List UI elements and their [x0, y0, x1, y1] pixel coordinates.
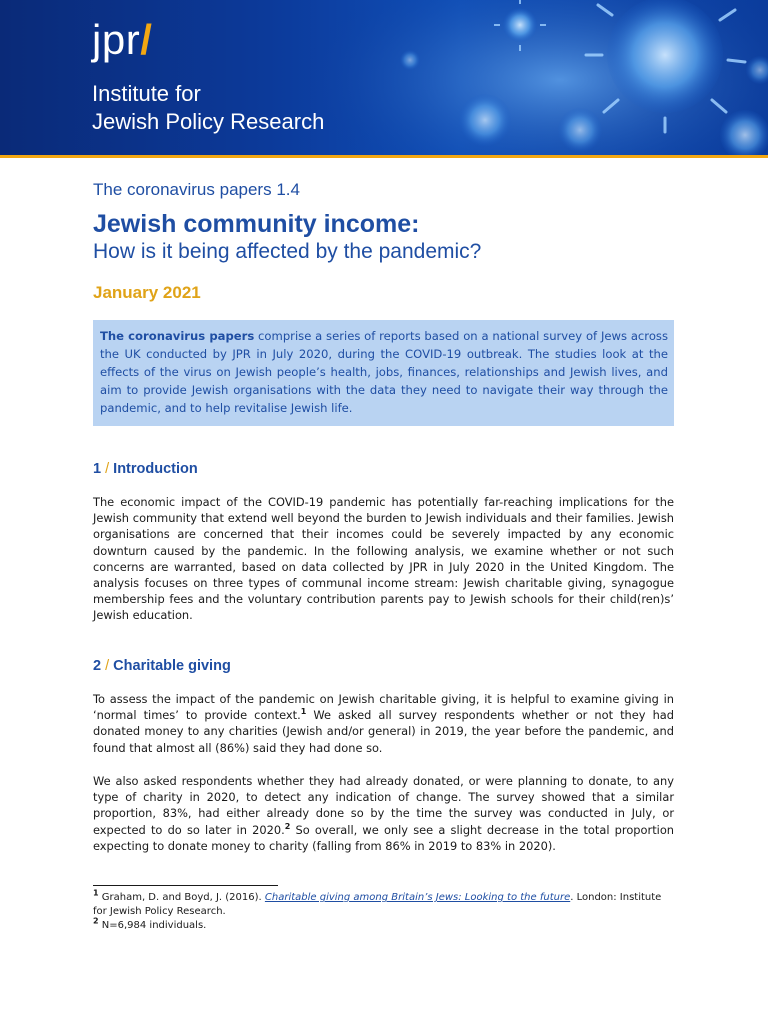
- footnote-ref-1[interactable]: 1: [300, 707, 307, 717]
- footnote-ref-2[interactable]: 2: [284, 821, 291, 831]
- institute-line-1: Institute for: [92, 81, 201, 106]
- footnote-1-link[interactable]: Charitable giving among Britain’s Jews: Looking to the future: [264, 892, 571, 903]
- header-banner: [0, 0, 768, 155]
- introduction-paragraph: The economic impact of the COVID-19 pandemic has potentially far-reaching implications for the Jewish community that extend well beyond the burden to Jewish individuals and their families. Jewish organisations are concerned that their incomes could be severely impacted by any economic downturn caused by the pandemic. In the following analysis, we examine whether or not such concerns are warranted, based on data collected by JPR in July 2020 in the United Kingdom. The analysis focuses on three types of communal income stream: Jewish charitable giving, synagogue membership fees and the voluntary contribution parents pay to Jewish schools for their child(ren)s’ Jewish education.: [93, 495, 674, 623]
- page-title: Jewish community income:: [93, 210, 420, 238]
- intro-lead: The coronavirus papers: [100, 329, 255, 343]
- publication-date: January 2021: [93, 283, 201, 302]
- charitable-giving-paragraph-1: To assess the impact of the pandemic on Jewish charitable giving, it is helpful to examine giving in ‘normal times’ to provide context.$^1$ We asked all survey respondents whether or not they had donated money to any charities (Jewish and/or general) in 2019, the year before the pandemic, and found that almost all (86%) said they had done so.: [93, 692, 674, 755]
- institute-line-2: Jewish Policy Research: [92, 109, 325, 134]
- intro-text: comprise a series of reports based on a national survey of Jews across the UK conducted by JPR in July 2020, during the COVID-19 outbreak. The studies look at the effects of the virus on Jewish people’s health, jobs, finances, relationships and Jewish lives, and aim to provide Jewish organisations with the data they need to navigate their way through the pandemic, and to help revitalise Jewish life.: [100, 329, 668, 415]
- section-heading-introduction: 1 / Introduction: [93, 461, 198, 477]
- banner-accent-stripe: [0, 155, 768, 158]
- institute-name: [92, 80, 324, 136]
- footnote-1: $^1$ Graham, D. and Boyd, J. (2016). Charitable giving among Britain’s Jews: Looking to the future. London: Institute for Jewish Policy Research.: [93, 888, 662, 917]
- footnote-divider: [93, 885, 278, 886]
- jpr-logo: jpr/: [92, 16, 153, 63]
- section-heading-charitable-giving: 2 / Charitable giving: [93, 658, 231, 674]
- charitable-giving-paragraph-2: We also asked respondents whether they had already donated, or were planning to donate, to any type of charity in 2020, to detect any indication of change. The survey showed that a similar proportion, 83%, had either already done so by the time the survey was conducted in July, or expected to do so later in 2020.$^2$ So overall, we only see a slight decrease in the total proportion expecting to donate money to charity (falling from 86% in 2019 to 83% in 2020).: [93, 774, 675, 853]
- page-subtitle: How is it being affected by the pandemic?: [93, 240, 482, 263]
- footnote-2: $^2$ N=6,984 individuals.: [93, 916, 207, 931]
- intro-box: [93, 320, 674, 426]
- series-label: The coronavirus papers 1.4: [93, 180, 300, 199]
